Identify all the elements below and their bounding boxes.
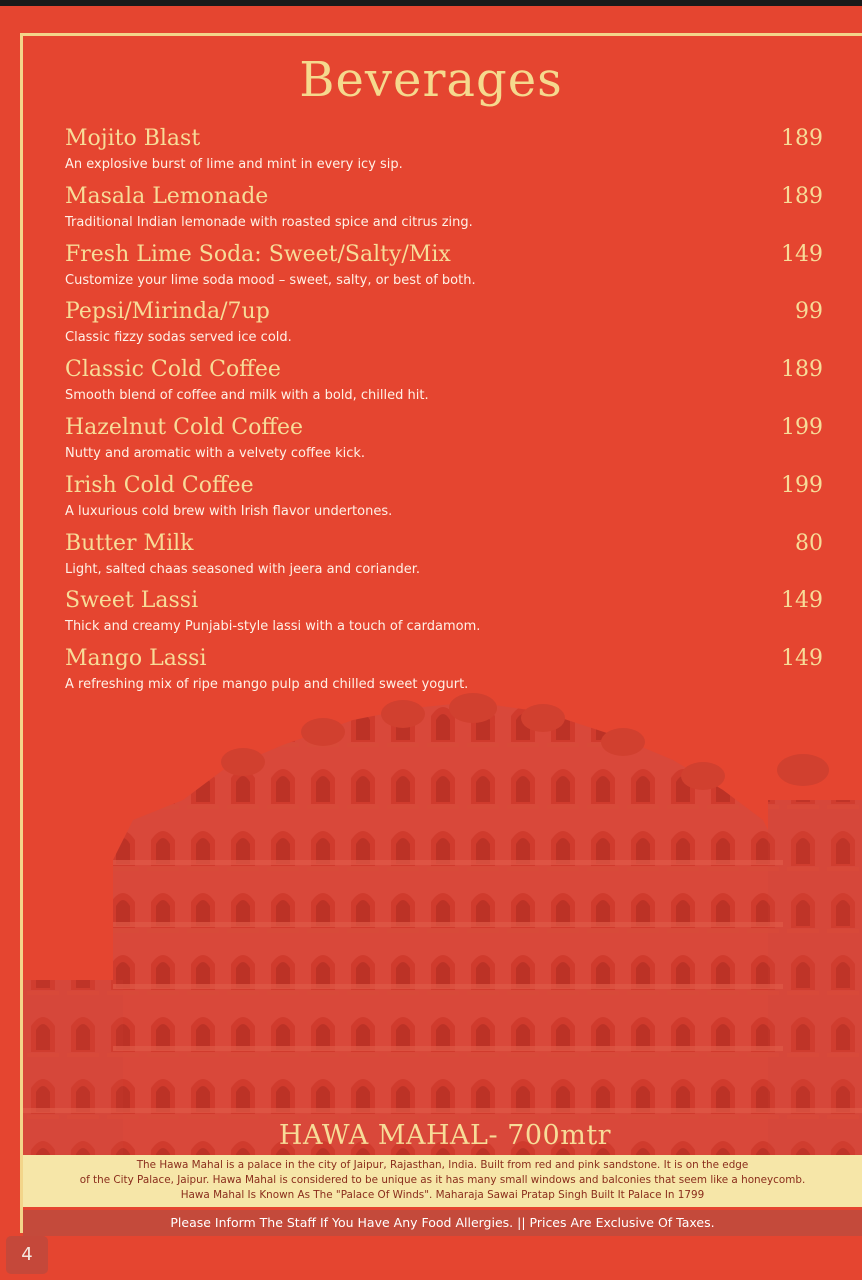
menu-item-description: A luxurious cold brew with Irish flavor undertones. <box>65 503 393 519</box>
landmark-info-line: The Hawa Mahal is a palace in the city of Jaipur, Rajasthan, India. Built from red and pink sandstone. It is on the edge <box>136 1159 749 1171</box>
menu-item-price: 99 <box>795 299 823 325</box>
menu-item-name: Classic Cold Coffee <box>65 357 281 383</box>
beverage-menu-list <box>65 126 823 704</box>
menu-item-price: 189 <box>781 357 823 383</box>
menu-item-price: 199 <box>781 472 823 498</box>
menu-item-name: Sweet Lassi <box>65 588 199 614</box>
menu-item-description: Thick and creamy Punjabi-style lassi with a touch of cardamom. <box>65 619 481 635</box>
menu-item-name: Pepsi/Mirinda/7up <box>65 299 270 325</box>
menu-item-name: Irish Cold Coffee <box>65 472 254 498</box>
menu-item <box>65 415 823 473</box>
menu-item <box>65 473 823 531</box>
page-number-badge: 4 <box>6 1236 48 1274</box>
allergy-tax-note: Please Inform The Staff If You Have Any Food Allergies. || Prices Are Exclusive Of Taxes. <box>23 1210 862 1236</box>
menu-item <box>65 299 823 357</box>
page-title: Beverages <box>299 52 563 108</box>
menu-item-price: 199 <box>781 414 823 440</box>
menu-item-name: Masala Lemonade <box>65 183 269 209</box>
hawa-mahal-palace-icon <box>23 690 862 1160</box>
landmark-info-line: of the City Palace, Jaipur. Hawa Mahal is considered to be unique as it has many small windows and balconies that seem like a honeycomb. <box>79 1174 806 1186</box>
menu-item-description: A refreshing mix of ripe mango pulp and chilled sweet yogurt. <box>65 677 469 693</box>
landmark-info-box <box>23 1155 862 1207</box>
landmark-title: HAWA MAHAL- 700mtr <box>278 1120 612 1151</box>
menu-item-description: An explosive burst of lime and mint in every icy sip. <box>65 157 403 172</box>
menu-item <box>65 126 823 184</box>
menu-item <box>65 357 823 415</box>
menu-item <box>65 531 823 589</box>
menu-item-name: Butter Milk <box>65 530 194 556</box>
menu-item-name: Mojito Blast <box>65 126 201 151</box>
menu-item-price: 149 <box>781 588 823 614</box>
menu-item-price: 149 <box>781 646 823 672</box>
menu-item-description: Classic fizzy sodas served ice cold. <box>65 330 292 346</box>
menu-item-description: Nutty and aromatic with a velvety coffee kick. <box>65 445 366 461</box>
menu-item-price: 189 <box>781 126 823 151</box>
menu-item-price: 149 <box>781 241 823 267</box>
menu-item-name: Mango Lassi <box>65 646 207 672</box>
menu-item-name: Fresh Lime Soda: Sweet/Salty/Mix <box>65 241 451 267</box>
top-edge-bar <box>0 0 862 6</box>
menu-item-name: Hazelnut Cold Coffee <box>65 414 304 440</box>
menu-item <box>65 184 823 242</box>
menu-item-price: 80 <box>795 530 823 556</box>
menu-item-price: 189 <box>781 183 823 209</box>
menu-item-description: Light, salted chaas seasoned with jeera and coriander. <box>65 561 420 577</box>
landmark-info-line: Hawa Mahal Is Known As The "Palace Of Winds". Maharaja Sawai Pratap Singh Built It Palace In 1799 <box>180 1189 705 1201</box>
menu-item-description: Smooth blend of coffee and milk with a bold, chilled hit. <box>65 388 429 404</box>
menu-item-description: Customize your lime soda mood – sweet, salty, or best of both. <box>65 272 476 288</box>
menu-item-description: Traditional Indian lemonade with roasted spice and citrus zing. <box>65 214 473 230</box>
menu-item <box>65 242 823 300</box>
menu-item <box>65 588 823 646</box>
